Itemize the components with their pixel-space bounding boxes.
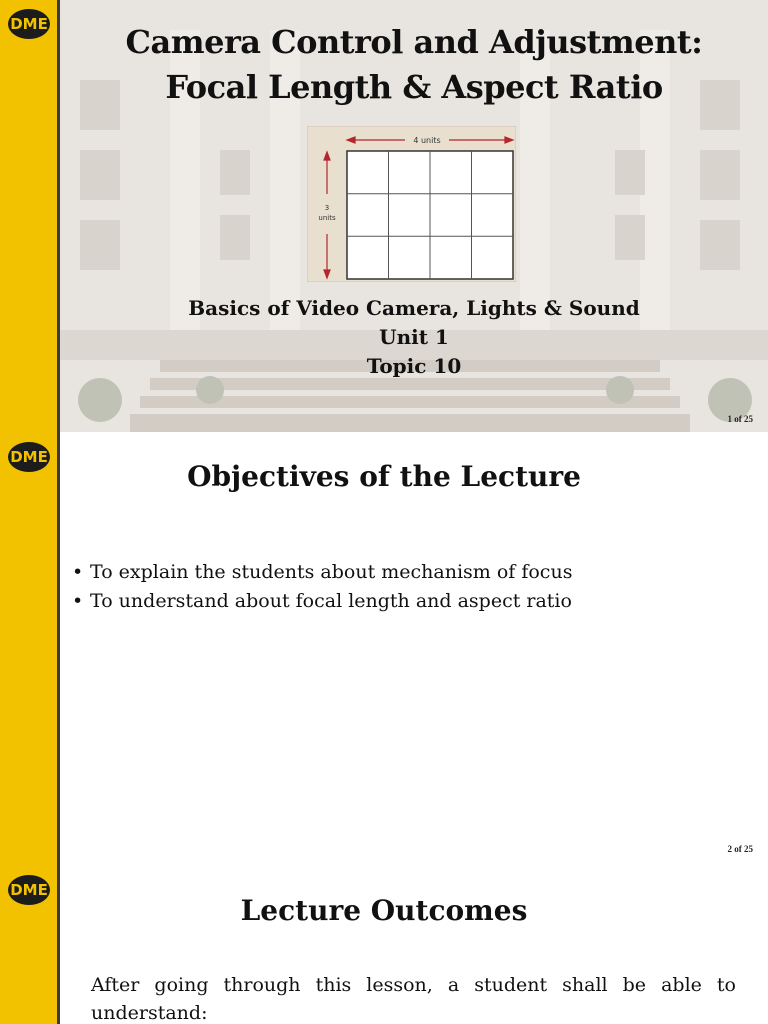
title-slide bbox=[0, 0, 768, 432]
bullet-icon: • bbox=[72, 590, 84, 612]
sidebar-accent bbox=[0, 432, 57, 864]
sidebar-divider bbox=[57, 432, 60, 864]
title-line-1: Camera Control and Adjustment: bbox=[125, 23, 703, 61]
course-name: Basics of Video Camera, Lights & Sound bbox=[188, 296, 640, 320]
bullet-icon: • bbox=[72, 561, 84, 583]
slide-title: Lecture Outcomes bbox=[240, 894, 528, 927]
title-line-2: Focal Length & Aspect Ratio bbox=[165, 68, 663, 106]
page-number: 2 of 25 bbox=[727, 844, 753, 854]
list-item-text: To understand about focal length and aspect ratio bbox=[90, 590, 572, 612]
list-item-text: To explain the students about mechanism of focus bbox=[90, 561, 573, 583]
side-dimension-number: 3 bbox=[324, 204, 330, 212]
top-dimension-label: 4 units bbox=[413, 136, 441, 145]
body-text: After going through this lesson, a student shall be able to understand: bbox=[91, 974, 736, 1024]
page-number: 1 of 25 bbox=[727, 414, 753, 424]
unit-label: Unit 1 bbox=[379, 325, 449, 349]
list-item bbox=[72, 558, 572, 587]
dme-logo: DME bbox=[6, 440, 52, 474]
topic-label: Topic 10 bbox=[366, 354, 462, 378]
dme-logo: DME bbox=[6, 873, 52, 907]
sidebar-accent bbox=[0, 0, 57, 432]
aspect-ratio-diagram bbox=[307, 126, 516, 282]
slide-title: Objectives of the Lecture bbox=[187, 460, 581, 493]
objectives-list bbox=[72, 558, 572, 616]
list-item bbox=[72, 587, 572, 616]
sidebar-divider bbox=[57, 864, 60, 1024]
slide-title bbox=[60, 20, 768, 110]
outcomes-slide bbox=[0, 864, 768, 1024]
objectives-slide bbox=[0, 432, 768, 864]
side-dimension-unit: units bbox=[318, 214, 336, 222]
dme-logo: DME bbox=[6, 7, 52, 41]
